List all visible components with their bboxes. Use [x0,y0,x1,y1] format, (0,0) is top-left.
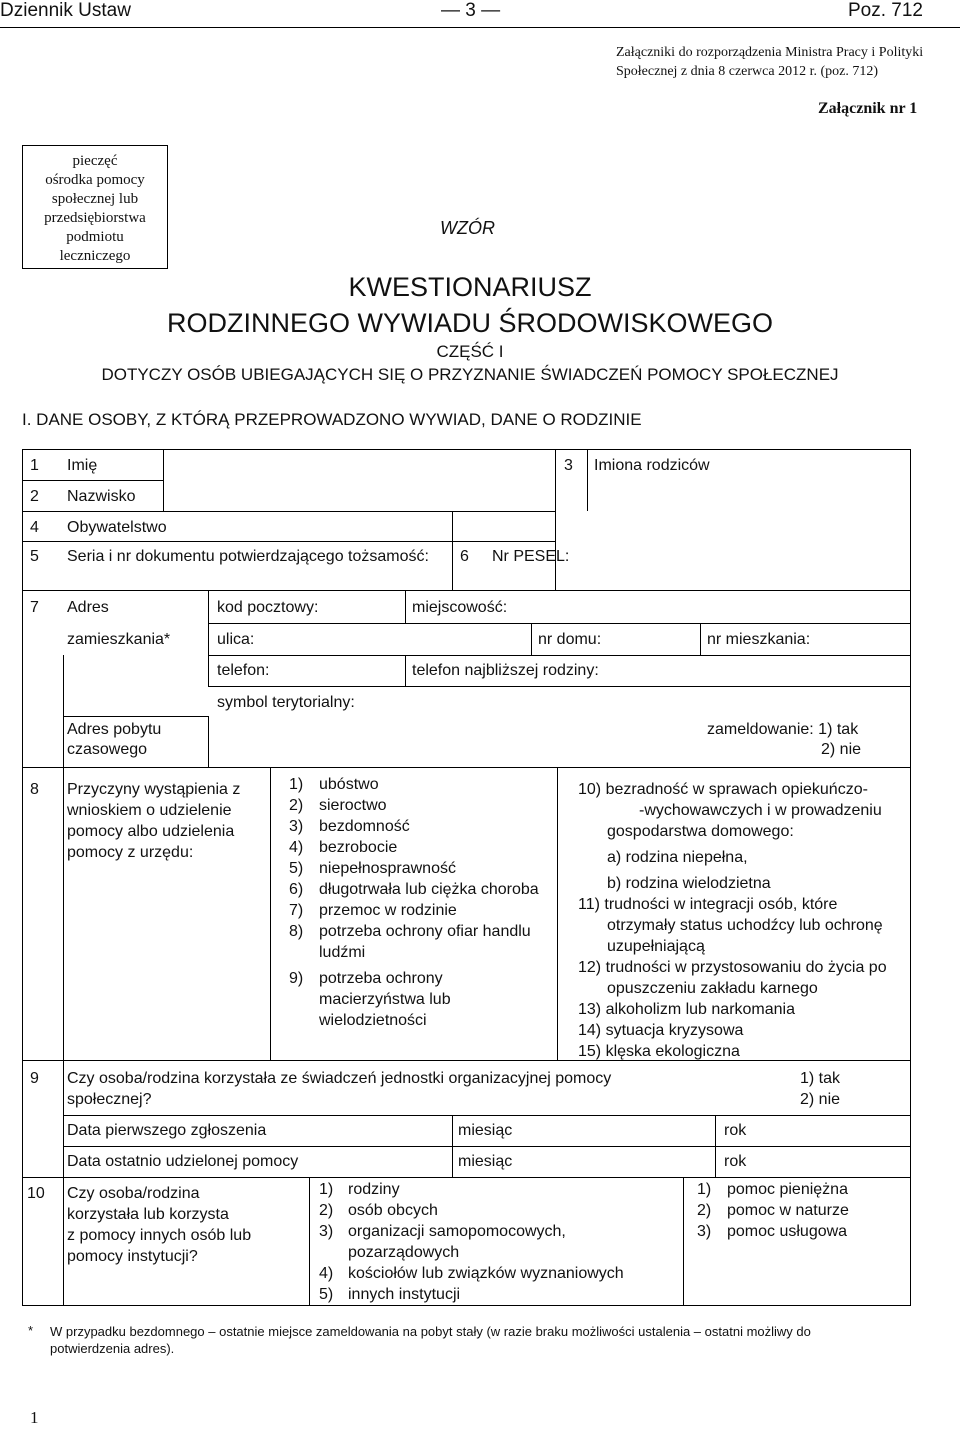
reason-item: otrzymały status uchodźcy lub ochronę [607,917,883,934]
form-subtitle: RODZINNEGO WYWIADU ŚRODOWISKOWEGO [167,308,773,338]
month-label: miesiąc [458,1122,513,1139]
parents-names-label: Imiona rodziców [594,457,710,474]
registration-yes: zameldowanie: 1) tak [707,721,859,738]
reason-item: b) rodzina wielodzietna [607,875,771,892]
reason-item: -wychowawczych i w prowadzeniu [639,802,882,819]
stamp-line: podmiotu [66,229,124,245]
surname-label: Nazwisko [67,488,136,505]
benefits-yes: 1) tak [800,1070,841,1087]
reason-item: 12) trudności w przystosowaniu do życia po [578,959,887,976]
attachment-line-1: Załączniki do rozporządzenia Ministra Pracy i Polityki [616,45,924,60]
table-border-left [22,590,23,1306]
list-number: 1) [289,776,304,793]
reasons-label: pomocy albo udzielenia [67,823,235,840]
reason-item: 15) klęska ekologiczna [578,1043,740,1060]
help-source-item: rodziny [348,1181,400,1198]
territorial-symbol-label: symbol terytorialny: [217,694,355,711]
row-number: 8 [30,781,39,798]
list-number: 6) [289,881,304,898]
help-source-item: pozarządowych [348,1244,460,1261]
family-phone-label: telefon najbliższej rodziny: [412,662,599,679]
reasons-label: wnioskiem o udzielenie [67,802,232,819]
month-label: miesiąc [458,1153,513,1170]
footnote-text: W przypadku bezdomnego – ostatnie miejsce zameldowania na pobyt stały (w razie braku możliwości ustalenia – ostatni możliwy do [50,1324,811,1339]
page-indicator: — 3 — [441,0,501,21]
list-number: 7) [289,902,304,919]
last-help-label: Data ostatnio udzielonej pomocy [67,1153,299,1170]
other-help-question: pomocy instytucji? [67,1248,198,1265]
template-label: WZÓR [440,218,495,238]
citizenship-label: Obywatelstwo [67,519,167,536]
help-kind-item: pomoc usługowa [727,1223,848,1240]
table-border-bottom [22,1305,911,1306]
id-document-label: Seria i nr dokumentu potwierdzającego tożsamość: [67,548,429,565]
list-number: 8) [289,923,304,940]
reason-item: 13) alkoholizm lub narkomania [578,1001,795,1018]
row-number: 2 [30,488,39,505]
stamp-line: społecznej lub [51,191,139,207]
temporary-address-label: Adres pobytu [67,721,162,738]
help-source-item: innych instytucji [348,1286,461,1303]
help-source-item: organizacji samopomocowych, [348,1223,566,1240]
row-number: 10 [27,1185,45,1202]
first-name-label: Imię [67,457,98,474]
reason-item: 14) sytuacja kryzysowa [578,1022,744,1039]
list-number: 1) [319,1181,334,1198]
row-number: 7 [30,599,39,616]
row-number: 1 [30,457,39,474]
row-number: 9 [30,1070,39,1087]
list-number: 4) [319,1265,334,1282]
form-part: CZĘŚĆ I [436,342,504,361]
list-number: 2) [697,1202,712,1219]
section-heading: I. DANE OSOBY, Z KTÓRĄ PRZEPROWADZONO WYWIAD, DANE O RODZINIE [22,410,642,429]
help-column-divider [683,1177,684,1305]
list-number: 4) [289,839,304,856]
reason-item: wielodzietności [319,1012,427,1029]
row-number: 3 [564,457,573,474]
help-kind-item: pomoc w naturze [727,1202,849,1219]
city-label: miejscowość: [412,599,508,616]
reasons-divider-right [557,767,558,1061]
reason-item: ludźmi [319,944,366,961]
reasons-bottom-rule [22,1060,911,1061]
registration-no: 2) nie [821,741,862,758]
date-column-divider [452,1115,453,1178]
other-help-question: Czy osoba/rodzina [67,1185,200,1202]
house-number-label: nr domu: [538,631,602,648]
reason-item: a) rodzina niepełna, [607,849,748,866]
first-application-label: Data pierwszego zgłoszenia [67,1122,267,1139]
row-number: 4 [30,519,39,536]
reasons-label: pomocy z urzędu: [67,844,194,861]
journal-name: Dziennik Ustaw [0,0,131,21]
benefits-question: społecznej? [67,1091,152,1108]
list-number: 9) [289,970,304,987]
reason-item: niepełnosprawność [319,860,456,877]
year-label: rok [724,1122,747,1139]
temporary-address-label: czasowego [67,741,148,758]
row-number: 5 [30,548,39,565]
date-row-rule [63,1146,911,1147]
reason-item: macierzyństwa lub [319,991,451,1008]
address-label: Adres [67,599,109,616]
reason-item: bezrobocie [319,839,398,856]
list-number: 5) [319,1286,334,1303]
pesel-label: Nr PESEL: [492,548,570,565]
form-scope: DOTYCZY OSÓB UBIEGAJĄCYCH SIĘ O PRZYZNANIE ŚWIADCZEŃ POMOCY SPOŁECZNEJ [101,365,839,384]
date-row-rule [63,1115,911,1116]
attachment-line-2: Społecznej z dnia 8 czerwca 2012 r. (poz. 712) [616,64,879,79]
list-number: 1) [697,1181,712,1198]
stamp-box [22,145,168,269]
reason-item: potrzeba ochrony ofiar handlu [319,923,531,940]
reason-item: długotrwała lub ciężka choroba [319,881,539,898]
list-number: 2) [319,1202,334,1219]
stamp-line: leczniczego [59,248,131,264]
page-number: 1 [30,1408,39,1427]
other-help-question: z pomocy innych osób lub [67,1227,252,1244]
postal-code-label: kod pocztowy: [217,599,319,616]
reason-item: sieroctwo [319,797,387,814]
footnote-text: potwierdzenia adres). [50,1341,175,1356]
position-number: Poz. 712 [848,0,923,21]
row-number: 6 [460,548,469,565]
help-source-item: osób obcych [348,1202,438,1219]
phone-label: telefon: [217,662,270,679]
list-number: 3) [319,1223,334,1240]
reasons-divider-left [270,767,271,1061]
reason-item: bezdomność [319,818,410,835]
reason-item: potrzeba ochrony [319,970,443,987]
street-label: ulica: [217,631,255,648]
date-column-divider [715,1115,716,1178]
list-number: 2) [289,797,304,814]
reason-item: gospodarstwa domowego: [607,823,794,840]
list-number: 5) [289,860,304,877]
reason-item: 11) trudności w integracji osób, które [578,896,838,913]
attachment-number: Załącznik nr 1 [818,100,918,117]
reasons-label: Przyczyny wystąpienia z [67,781,241,798]
residence-label: zamieszkania* [67,631,171,648]
stamp-line: przedsiębiorstwa [44,210,146,226]
help-kind-item: pomoc pieniężna [727,1181,848,1198]
stamp-line: ośrodka pomocy [45,172,145,188]
header-rule [0,27,960,28]
benefits-no: 2) nie [800,1091,841,1108]
reason-item: przemoc w rodzinie [319,902,457,919]
form-title: KWESTIONARIUSZ [348,272,592,302]
list-number: 3) [697,1223,712,1240]
number-column-divider [63,767,64,1305]
benefits-question: Czy osoba/rodzina korzystała ze świadczeń jednostki organizacyjnej pomocy [67,1070,612,1087]
help-source-item: kościołów lub związków wyznaniowych [348,1265,624,1282]
date-row-rule [22,1177,911,1178]
reason-item: ubóstwo [319,776,379,793]
stamp-line: pieczęć [72,153,118,169]
help-column-divider [309,1177,310,1305]
footnote-mark: * [28,1323,34,1338]
table-border-right [910,590,911,1306]
year-label: rok [724,1153,747,1170]
other-help-question: korzystała lub korzysta [67,1206,229,1223]
reason-item: uzupełniającą [607,938,705,955]
reason-item: 10) bezradność w sprawach opiekuńczo- [578,781,868,798]
reason-item: opuszczeniu zakładu karnego [607,980,818,997]
list-number: 3) [289,818,304,835]
flat-number-label: nr mieszkania: [707,631,811,648]
